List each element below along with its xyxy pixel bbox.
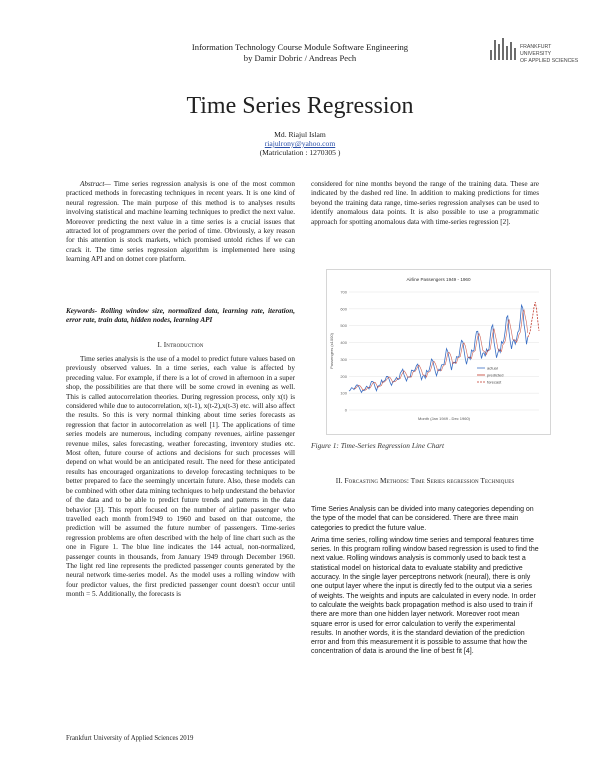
svg-text:FRANKFURT: FRANKFURT	[520, 44, 552, 50]
section-2-paragraph-1: Time Series Analysis can be divided into many categories depending on the type of the model that can be considered. There are three main categories to predict the future value.	[311, 506, 534, 532]
chart-ytick-label: 0	[344, 407, 347, 413]
section-2-paragraph-2: Arima time series, rolling window time series and temporal features time series. In this program rolling window based regression is used to find the next value. Rolling windows analysis is commonly used to back test a statistical model on historical data to evaluate stability and predictive accuracy. In the single layer perceptrons network (neural), there is only one output layer where the input is directly fed to the output via a series of weights. The weights and inputs are calculated in every node. In order to calculate the weights back propagation method is also used to train if there are more than one hidden layer network. Moreover root mean square error is used for error calculation to verify the experimental results. In another words, it is the standard deviation of the prediction error and from this measurement it is possible to assume that how the concentration of data is around the line of best fit [4].	[311, 536, 539, 656]
abstract-label: Abstract—	[80, 180, 111, 188]
keywords: Keywords- Rolling window size, normalized data, learning rate, iteration, error rate, train data, hidden nodes, learning API	[66, 307, 295, 325]
chart-series-forecast	[528, 302, 539, 337]
chart-legend-label: forecast	[487, 379, 502, 385]
chart-ytick-label: 100	[340, 390, 347, 396]
chart-xlabel: Month (Jan 1949 - Dec 1960)	[417, 416, 471, 421]
university-logo	[488, 38, 579, 74]
chart-ytick-label: 200	[340, 373, 347, 379]
abstract-text: Time series regression analysis is one of the most common practiced methods in forecasting techniques in recent years. It is one kind of neural regression. The main purpose of this method is to analyses results involving statistical and machine learning techniques to predict the next value. Moreover predicting the next value in a time series is a crucial issues that attracted lot of programmers over the period of time. Obviously, a key reason for this attention is stock markets, which promised untold riches if we can crack it. The time series regression algorithm is implemented here using learning API and on dotnet core platform.	[66, 180, 295, 264]
chart-legend-label: actual	[487, 365, 498, 371]
section-1-heading: I. Introduction	[157, 341, 204, 349]
figure-1-caption: Figure 1: Time-Series Regression Line Chart	[311, 441, 445, 450]
chart-ytick-label: 300	[340, 356, 347, 362]
chart-ytick-label: 500	[340, 323, 347, 329]
svg-text:UNIVERSITY: UNIVERSITY	[520, 51, 552, 57]
paper-title: Time Series Regression	[186, 93, 414, 119]
right-intro-paragraph: considered for nine months beyond the range of the training data. These are indicated by the dashed red line. In addition to making predictions for times beyond the training data range, time-series regression analyses can be used to identify anomalous data points. It is also possible to use a programmatic approach for spotting anomalous data with time-series regression [2].	[311, 180, 539, 226]
author-email-link[interactable]: riajulrony@yahoo.com	[264, 139, 336, 148]
chart-ytick-label: 700	[340, 289, 347, 295]
chart-ytick-label: 400	[340, 340, 347, 346]
chart-ytick-label: 600	[340, 306, 347, 312]
svg-text:OF APPLIED SCIENCES: OF APPLIED SCIENCES	[520, 58, 579, 64]
chart-legend-label: predicted	[487, 372, 504, 378]
page-footer: Frankfurt University of Applied Sciences 2019	[66, 735, 194, 742]
header-course: Information Technology Course Module Software Engineering	[191, 42, 409, 52]
chart-svg	[327, 270, 550, 434]
section-2-body	[311, 505, 539, 660]
author-matriculation: (Matriculation : 1270305 )	[259, 148, 341, 157]
author-name: Md. Riajul Islam	[274, 130, 326, 139]
chart-ylabel: Passengers (x1000)	[329, 333, 334, 369]
author-email-line	[0, 139, 600, 148]
section-2-heading: II. Forcasting Methods: Time Series regression Techniques	[335, 477, 515, 485]
section-1-paragraph: Time series analysis is the use of a model to predict future values based on previously observed values. In a time series, each value is affected by preceding value. For example, if there is a lot of crowd in afternoon in a super shop, the possibilities are that there will be some crowd in evening as well. This is called autocorrelation theories. During regression process, only x(t) is considered while due to autocorrelation, x(t-1), x(t-2),x(t-3) etc. will also affect the results. So this is very normal thinking about time series forecasts as regression that factor in autocorrelation as well [1]. The applications of time series models are numerous, including company revenues, airline passenger revenue miles, sales forecasting, weather forecasting, inventory studies etc. Most often, future course of actions and decisions for such processes will depend on what would be an anticipated result. The need for these anticipated results has encouraged organizations to develop forecasting techniques to be better prepared to face the seemingly uncertain future. Also, these models can be combined with other data mining techniques to help understand the behavior of the data and to be able to predict future trends and patterns in the data behavior [3]. This report focused on the number of airline passenger who travelled each month from1949 to 1960 and based on that outcome, the prediction will be assumed the future number of passengers. Time-series regression problems are often described with the help of line chart such as the one in Figure 1. The blue line indicates the 144 actual, non-normalized, passenger counts in thousands, from January 1949 through December 1960. The light red line represents the predicted passenger counts generated by the neural network time-series model. As the model uses a rolling window with four predictor values, the first predicted passenger count doesn't occur until month = 5. Additionally, the forecasts is	[66, 355, 295, 599]
section-1-body	[66, 355, 295, 600]
chart-title: Airline Passengers 1949 - 1960	[406, 277, 471, 282]
header-authors: by Damir Dobric / Andreas Pech	[243, 53, 357, 63]
abstract	[66, 180, 295, 265]
chart-series-predicted	[354, 310, 528, 390]
figure-1-chart	[326, 269, 551, 435]
